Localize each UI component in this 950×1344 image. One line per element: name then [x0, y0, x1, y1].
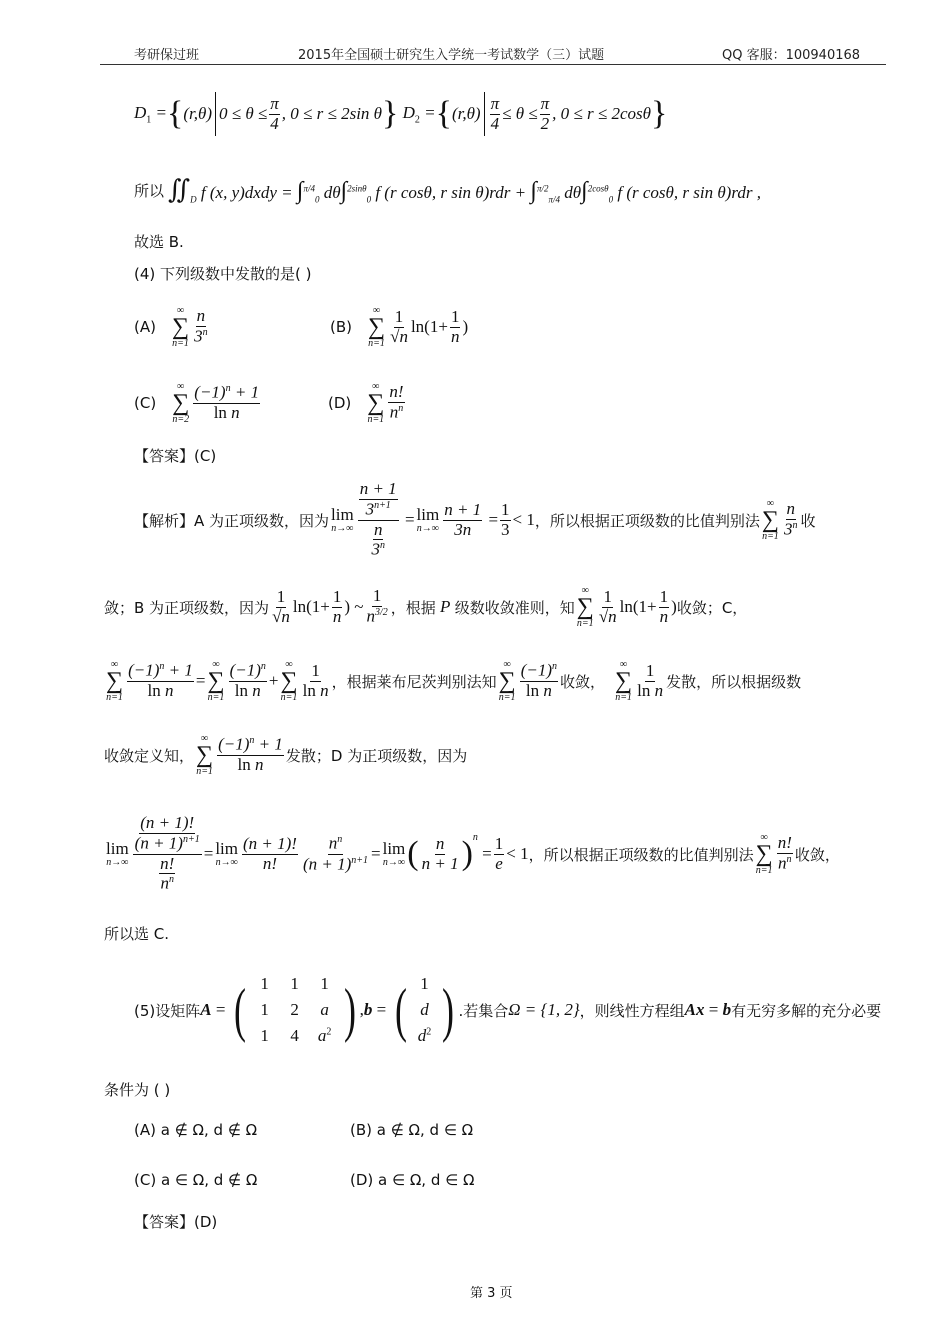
analysis-text: 发散，所以根据级数 — [666, 672, 802, 691]
analysis-text: 收敛；C， — [676, 598, 748, 617]
q4-analysis-line2: 敛；B 为正项级数，因为 $\frac{1}{√n}$ ln(1+ $\frac{1}{n}$ ) ~ $\frac{1}{n^{3/2}}$ ，根据 P 级数收敛准则，知 ∞ ∑ n=1 $\frac{1}{√n}$ ln(1+ $\frac{1}{n}$ ) 收敛；C， — [104, 584, 748, 629]
q4-option-c: (C) ∞ ∑ n=2 $\frac{(-1)^n + 1}{\text{ln n}}$ — [134, 380, 260, 425]
analysis-text: ，根据莱布尼茨判别法知 — [331, 672, 497, 691]
select-b-text: 故选 B. — [134, 233, 184, 251]
analysis-text: 收敛， — [794, 845, 840, 864]
q5-tail: 条件为 ( ) — [104, 1081, 171, 1099]
q5-option-a: (A) a ∉ Ω, d ∉ Ω — [134, 1121, 258, 1139]
analysis-text: 敛；B 为正项级数，因为 — [104, 598, 270, 617]
q5-suffix: ，则线性方程组 — [579, 1001, 685, 1020]
q4-analysis-line1: 【解析】A 为正项级数，因为 lim n→∞ $\frac{\frac{n + 1}{3^{n+1}}}{\frac{n}{3^n}}$ = lim n→∞ $\frac{n + 1}{3n}$ = $\frac{1}{3}$ < 1 ，所以根据正项级数的比值判别法 ∞ ∑ n=1 $\frac{n}{3^n}$ 收 — [134, 479, 816, 559]
q5-set: Ω = {1, 2} — [508, 1000, 580, 1019]
integral-prefix: 所以 — [134, 181, 165, 200]
header-title: 2015年全国硕士研究生入学统一考试数学（三）试题 — [298, 48, 605, 63]
q4-conclusion: 所以选 C. — [104, 925, 170, 943]
option-d-label: (D) — [328, 394, 352, 412]
q5-option-b: (B) a ∉ Ω, d ∈ Ω — [350, 1121, 474, 1139]
analysis-text: 级数收敛准则，知 — [454, 598, 575, 617]
q5-option-d: (D) a ∈ Ω, d ∈ Ω — [350, 1171, 475, 1189]
q4-option-b: (B) ∞ ∑ n=1 $\frac{1}{√n}$ ln(1+ $\frac{1}{n}$ ) — [330, 304, 469, 349]
analysis-text: 收敛， — [560, 672, 606, 691]
analysis-text: ，根据 — [390, 598, 436, 617]
q4-analysis-line3: ∞ ∑ n=1 $\frac{(-1)^n + 1}{\text{ln n}}$ = ∞ ∑ n=1 $\frac{(-1)^n}{\text{ln n}}$ + ∞ ∑ n=1 $\frac{1}{\text{ln n}}$ ，根据莱布尼茨判别法知 ∞ ∑ n=1 $\frac{(-1)^n}{\text{ln n}}$ 收敛， ∞ ∑ n=1 $\frac{1}{\text{ln n}}$ 发散，所以根据级数 — [106, 658, 802, 703]
q4-option-a: (A) ∞ ∑ n=1 $\frac{n}{3^n}$ — [134, 304, 208, 349]
q4-answer: 【答案】(C) — [134, 447, 217, 465]
domain-definition: $D_1$ = { (r,θ) 0 ≤ θ ≤ $\frac{\pi}{4}$ , 0 ≤ r ≤ 2sin θ } $D_2$ = { (r,θ) $\frac{\pi}{4}$ ≤ θ ≤ $\frac{\pi}{2}$ , 0 ≤ r ≤ 2cosθ } — [134, 92, 667, 136]
page-number: 第 3 页 — [470, 1286, 513, 1301]
q5-prefix: (5)设矩阵 — [134, 1001, 201, 1020]
q5-answer: 【答案】(D) — [134, 1213, 218, 1231]
q4-analysis-line5: lim n→∞ $\frac{\frac{(n + 1)!}{(n + 1)^{n+1}}}{\frac{n!}{n^n}}$ = lim n→∞ $\frac{(n + 1)!}{n!}$ $\frac{n^n}{(n + 1)^{n+1}}$ = lim n→∞ ( $\frac{n}{n + 1}$ ) $^n$ = $\frac{1}{e}$ < 1 ，所以根据正项级数的比值判别法 ∞ ∑ n=1 $\frac{n!}{n^n}$ 收敛， — [106, 813, 840, 893]
header-rule — [100, 64, 886, 65]
q4-analysis-line4: 收敛定义知， ∞ ∑ n=1 $\frac{(-1)^n + 1}{\text{ln n}}$ 发散；D 为正项级数，因为 — [104, 732, 468, 777]
q4-title: (4) 下列级数中发散的是( ) — [134, 265, 312, 283]
q5-question: (5)设矩阵 A = ( 1 1 1 1 2 a 1 4 $a^2$ ) , b = ( 1 d $d^2$ ) .若集合 Ω = {1, 2} ，则线性方程组 Ax = b 有无穷多解的充分必要 — [134, 974, 882, 1045]
q5-suffix2: 有无穷多解的充分必要 — [731, 1001, 882, 1020]
analysis-text: 【解析】A 为正项级数，因为 — [134, 511, 330, 530]
analysis-text: 收敛定义知， — [104, 746, 195, 765]
option-a-label: (A) — [134, 318, 156, 336]
integral-line: 所以 $∬_D$ f (x, y)dxdy = ∫$^{\pi/4}_0$ dθ∫$^{2sin\theta}_0$ f (r cosθ, r sin θ)rdr + ∫$^{\pi/2}_{\pi/4}$ dθ∫$^{2cos\theta}_0$ f (r cosθ, r sin θ)rdr , — [134, 175, 761, 205]
q4-option-d: (D) ∞ ∑ n=1 $\frac{n!}{n^n}$ — [328, 380, 404, 425]
analysis-text: ，所以根据正项级数的比值判别法 — [528, 845, 754, 864]
option-b-label: (B) — [330, 318, 352, 336]
q5-option-c: (C) a ∈ Ω, d ∉ Ω — [134, 1171, 258, 1189]
analysis-text: 收 — [800, 511, 816, 530]
analysis-text: ，所以根据正项级数的比值判别法 — [534, 511, 760, 530]
header-left: 考研保过班 — [134, 48, 200, 63]
q5-mid: .若集合 — [458, 1001, 509, 1020]
analysis-text: 发散；D 为正项级数，因为 — [285, 746, 468, 765]
header-contact: QQ 客服：100940168 — [722, 48, 861, 63]
option-c-label: (C) — [134, 394, 157, 412]
